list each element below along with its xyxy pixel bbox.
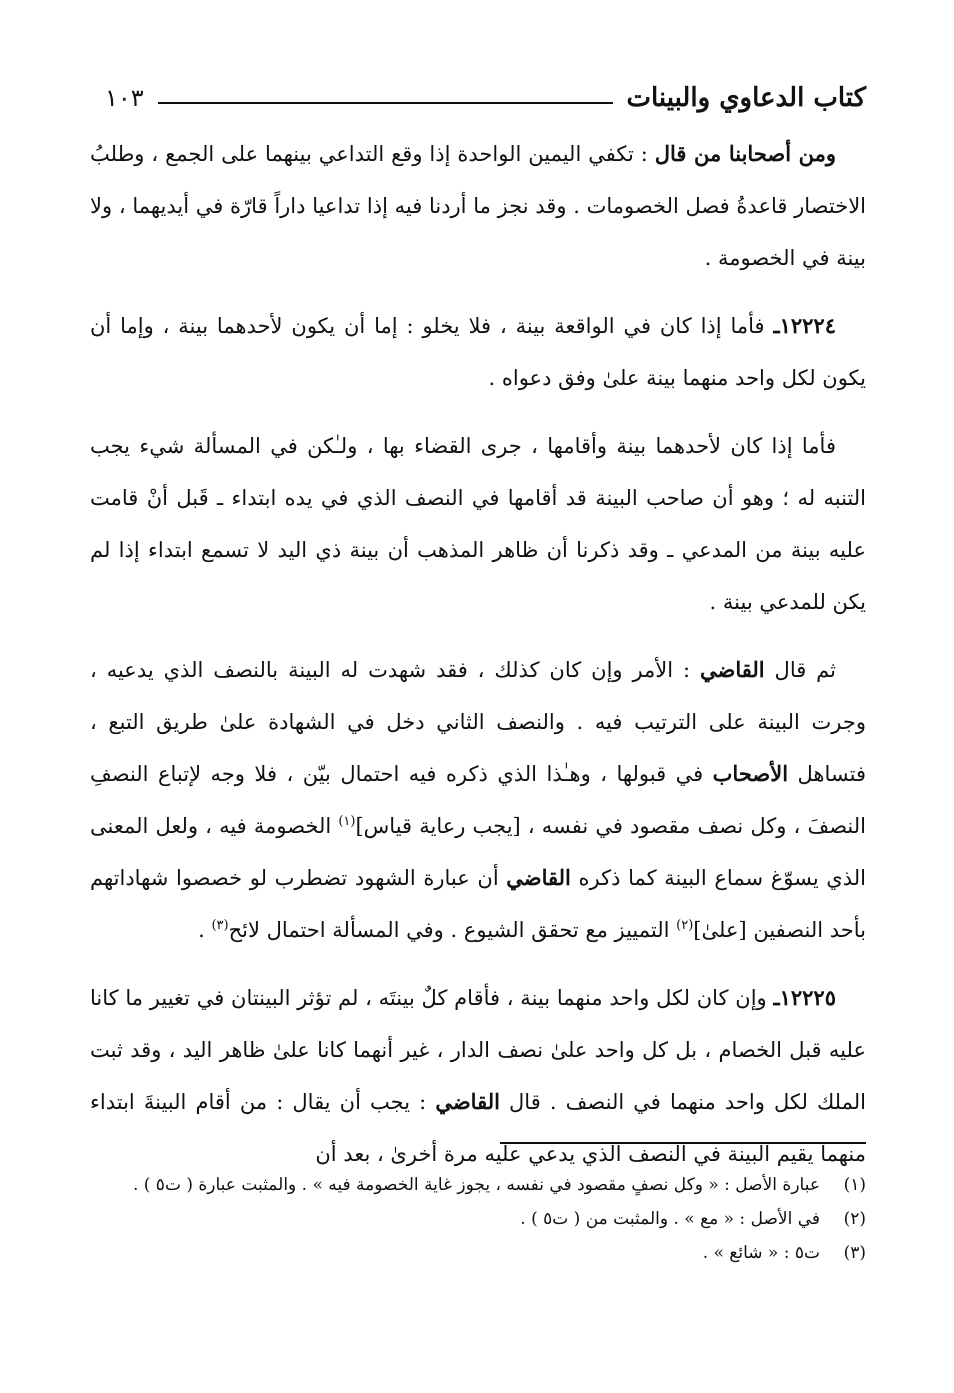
text-run: أن عبارة الشهود تضطرب لو خصصوا شهاداتهم بأحد النصفين [علىٰ] bbox=[90, 866, 866, 942]
text-run: : الأمر وإن كان كذلك ، فقد شهدت له البينة بالنصف الذي يدعيه ، وجرت البينة على الترتيب فيه . والنصف الثاني دخل في الشهادة علىٰ طريق التبع ، فتساهل bbox=[90, 658, 866, 786]
paragraph-1 bbox=[90, 128, 866, 284]
footnote-ref-2[interactable]: (٢) bbox=[676, 918, 694, 933]
book-title: كتاب الدعاوي والبينات bbox=[626, 83, 866, 113]
running-header bbox=[105, 78, 866, 118]
paragraph-text: : تكفي اليمين الواحدة إذا وقع التداعي بينهما على الجمع ، وطلبُ الاختصار قاعدةُ فصل الخصومات . وقد نجز ما أردنا فيه إذا تداعيا داراً قارّة في أيديهما ، ولا بينة في الخصومة . bbox=[90, 142, 866, 270]
bold-term: القاضي bbox=[435, 1089, 500, 1114]
header-rule bbox=[158, 102, 613, 104]
text-run: في قبولها ، وهـٰذا الذي ذكره فيه احتمال بيّن ، فلا وجه لإتباع النصفِ النصفَ ، وكل نصف مقصود في نفسه ، [يجب رعاية قياس] bbox=[90, 762, 866, 838]
text-run: الخصومة فيه ، ولعل المعنى الذي يسوّغ سماع البينة كما ذكره bbox=[90, 814, 866, 890]
paragraph-2 bbox=[90, 300, 866, 404]
footnotes bbox=[90, 1168, 866, 1270]
text-run: . bbox=[198, 918, 212, 942]
footnote-text: عبارة الأصل : « وكل نصفٍ مقصود في نفسه ، يجوز غاية الخصومة فيه » . والمثبت عبارة ( ت٥ ) . bbox=[132, 1175, 820, 1195]
lead-phrase: ومن أصحابنا من قال bbox=[654, 141, 836, 166]
text-run: : يجب أن يقال : من أقام البينةَ ابتداء منهما يقيم البينة في النصف الذي يدعي عليه مرة أخرىٰ ، بعد أن bbox=[90, 1090, 866, 1166]
footnote-item bbox=[90, 1236, 866, 1270]
footnote-item bbox=[90, 1168, 866, 1202]
text-run: التمييز مع تحقق الشيوع . وفي المسألة احتمال لائح bbox=[228, 918, 677, 942]
paragraph-5 bbox=[90, 972, 866, 1180]
footnote-separator bbox=[500, 1142, 866, 1144]
bold-term: القاضي bbox=[700, 657, 765, 682]
issue-number: ١٢٢٢٥ـ bbox=[773, 985, 836, 1010]
paragraph-text: فأما إذا كان في الواقعة بينة ، فلا يخلو : إما أن يكون لأحدهما بينة ، وإما أن يكون لكل واحد منهما بينة علىٰ وفق دعواه . bbox=[90, 314, 866, 390]
paragraph-4 bbox=[90, 644, 866, 956]
footnote-mark: (١) bbox=[843, 1175, 866, 1195]
bold-term: الأصحاب bbox=[712, 761, 789, 786]
main-text bbox=[90, 128, 866, 1196]
text-run: وإن كان لكل واحد منهما بينة ، فأقام كلٌ بينتَه ، لم تؤثر البينتان في تغيير ما كانا عليه قبل الخصام ، بل كل واحد علىٰ نصف الدار ، غير أنهما كانا علىٰ ظاهر اليد ، وقد ثبت الملك لكل واحد منهما في النصف . قال bbox=[90, 986, 866, 1114]
paragraph-3 bbox=[90, 420, 866, 628]
bold-term: القاضي bbox=[506, 865, 571, 890]
footnote-item bbox=[90, 1202, 866, 1236]
paragraph-text: فأما إذا كان لأحدهما بينة وأقامها ، جرى القضاء بها ، ولـٰكن في المسألة شيء يجب التنبه له ؛ وهو أن صاحب البينة قد أقامها في النصف الذي في يده ابتداء ـ قَبل أنْ قامت عليه بينة من المدعي ـ وقد ذكرنا أن ظاهر المذهب أن بينة ذي اليد لا تسمع ابتداء إذا لم يكن للمدعي بينة . bbox=[90, 434, 866, 614]
footnote-mark: (٣) bbox=[843, 1243, 866, 1263]
footnote-text: في الأصل : « مع » . والمثبت من ( ت٥ ) . bbox=[520, 1209, 820, 1229]
footnote-mark: (٢) bbox=[843, 1209, 866, 1229]
page-number: ١٠٣ bbox=[105, 84, 144, 112]
issue-number: ١٢٢٢٤ـ bbox=[773, 313, 836, 338]
footnote-ref-3[interactable]: (٣) bbox=[211, 918, 229, 933]
footnote-ref-1[interactable]: (١) bbox=[338, 814, 356, 829]
text-run: ثم قال bbox=[764, 658, 836, 682]
footnote-text: ت٥ : « شائع » . bbox=[702, 1243, 820, 1263]
